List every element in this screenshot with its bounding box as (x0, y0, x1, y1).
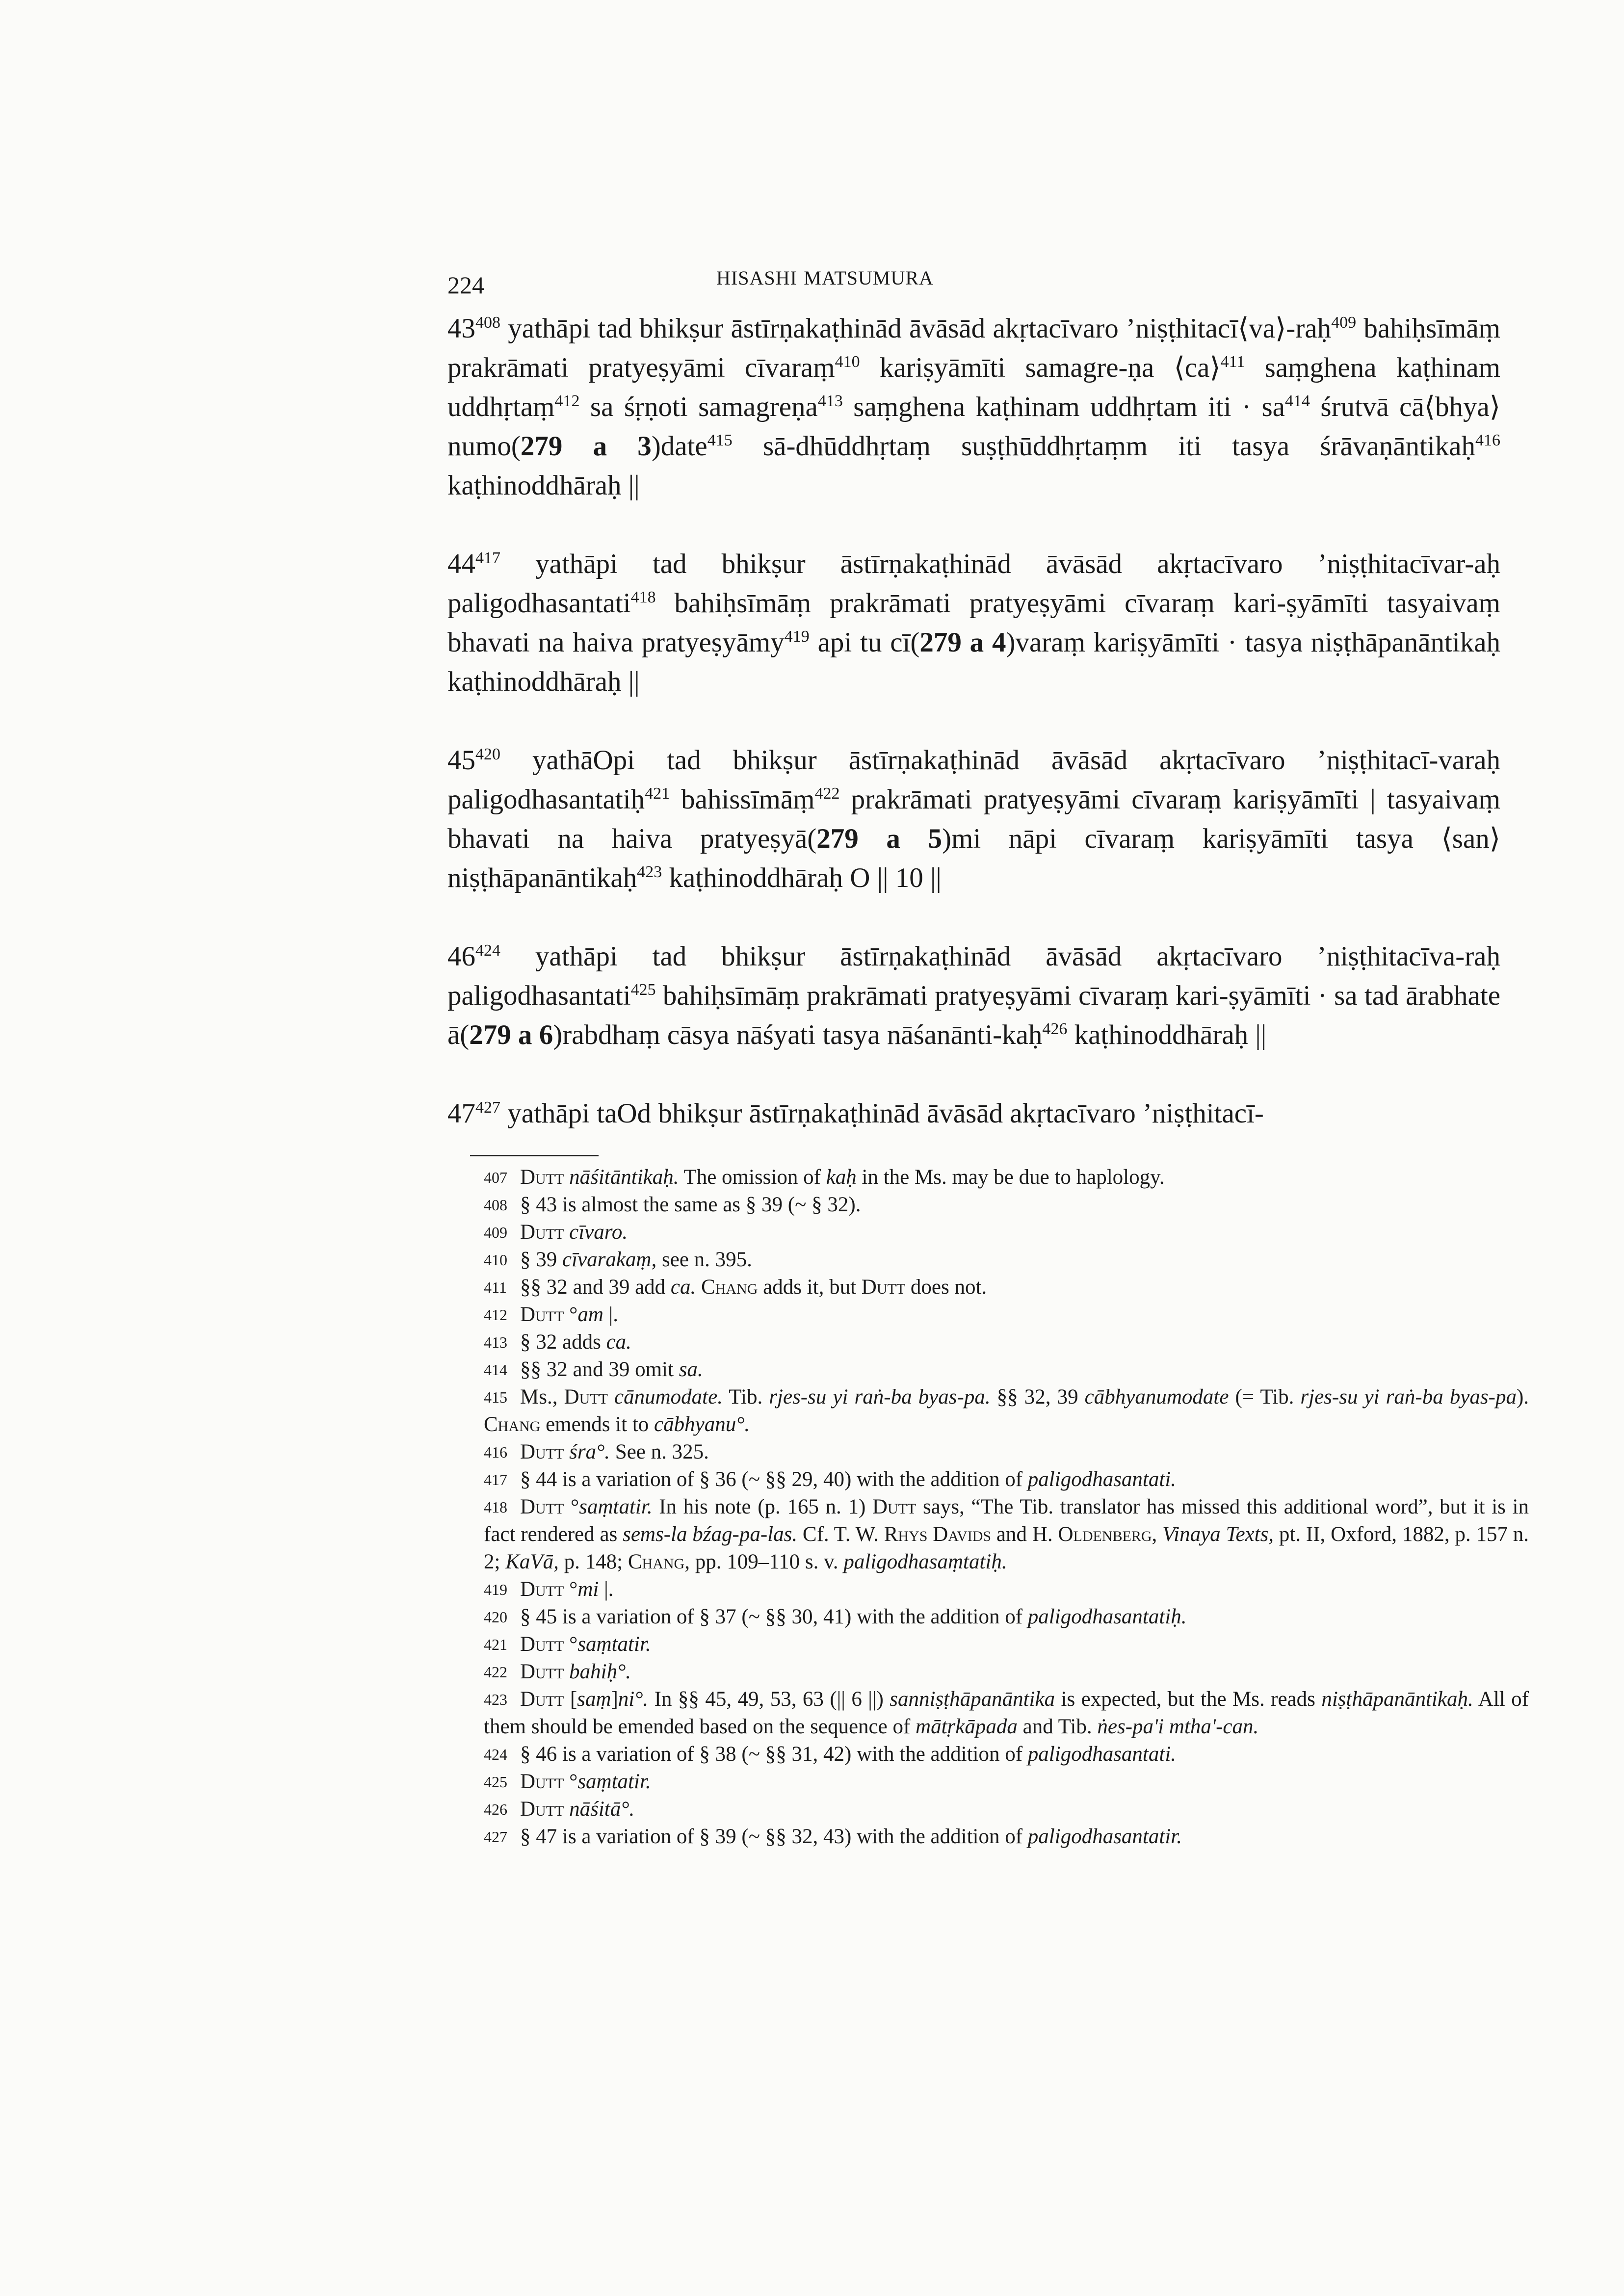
italic-run: paligodhasaṃtatiḥ. (843, 1550, 1007, 1573)
text-run: in the Ms. may be due to haplology. (856, 1166, 1165, 1189)
footnote-marker: 414 (1284, 392, 1310, 410)
footnote-number: 425 (484, 1773, 507, 1791)
text-run: sā-dhūddhṛtaṃ suṣṭhūddhṛtaṃm iti tasya śrāvaṇāntikaḥ (732, 431, 1475, 462)
text-run: § 39 (520, 1248, 562, 1271)
author-first-name: HISASHI (716, 267, 797, 289)
italic-run: am (577, 1303, 603, 1326)
text-run: )varaṃ kariṣyāmīti · tasya niṣṭhāpanāntikaḥ kaṭhinoddhāraḥ || (447, 627, 1501, 697)
footnote (484, 1768, 1529, 1796)
text-run (564, 1660, 569, 1683)
footnote-marker: 427 (475, 1098, 500, 1117)
footnote (484, 1438, 1529, 1466)
footnote (484, 1274, 1529, 1301)
running-head (716, 262, 934, 290)
footnote (484, 1356, 1529, 1383)
footnote-marker: 426 (1042, 1020, 1068, 1038)
footnote-number: 418 (484, 1498, 507, 1516)
text-run: See n. 325. (610, 1440, 709, 1463)
footnote-number: 427 (484, 1828, 507, 1846)
author-last-name: MATSUMURA (804, 267, 934, 289)
section-number: 47 (447, 1098, 475, 1129)
footnote-number: 423 (484, 1691, 507, 1708)
small-caps-run: Dutt (520, 1633, 564, 1656)
text-run: )rabdhaṃ cāsya nāśyati tasya nāśanānti-kaḥ (553, 1019, 1043, 1050)
footnote-number: 417 (484, 1471, 507, 1488)
text-run: [ (564, 1688, 577, 1711)
text-run: ° (564, 1578, 578, 1601)
text-run: (= Tib. (1229, 1385, 1301, 1409)
small-caps-run: Dutt (520, 1798, 564, 1821)
footnote (484, 1631, 1529, 1658)
small-caps-run: Chang (701, 1276, 758, 1299)
text-run: Tib. (722, 1385, 769, 1409)
text-run: Ms., (520, 1385, 564, 1409)
footnote (484, 1576, 1529, 1603)
text-run: see n. 395. (656, 1248, 752, 1271)
small-caps-run: Dutt (861, 1276, 906, 1299)
footnote-number: 407 (484, 1169, 507, 1186)
section-paragraph (447, 545, 1500, 702)
text-run: |. (599, 1578, 614, 1601)
page-number: 224 (447, 271, 484, 299)
small-caps-run: Dutt (520, 1770, 564, 1793)
footnote-number: 410 (484, 1251, 507, 1269)
italic-run: paligodhasantati. (1027, 1468, 1177, 1491)
footnote-number: 422 (484, 1663, 507, 1681)
text-run: kaṭhinoddhāraḥ O || 10 || (662, 862, 942, 893)
text-run: §§ 32 and 39 omit (520, 1358, 679, 1381)
text-run: saṃghena kaṭhinam uddhṛtam iti · sa (842, 391, 1285, 422)
text-run: § 47 is a variation of § 39 (~ §§ 32, 43) with the addition of (520, 1825, 1028, 1848)
text-run: §§ 32 and 39 add (520, 1276, 671, 1299)
footnote (484, 1796, 1529, 1823)
footnote (484, 1686, 1529, 1741)
footnote-number: 409 (484, 1224, 507, 1241)
text-run: prakrāmati pratyeṣyāmi cīvaraṃ kariṣyāmīti | tasyaivaṃ bhavati na haiva pratyeṣyā( (447, 784, 1500, 854)
footnote-marker: 425 (630, 981, 656, 999)
text-run: , (1152, 1523, 1163, 1546)
text-run: api tu cī( (809, 627, 920, 658)
footnote-number: 411 (484, 1278, 507, 1296)
text-run: kaṭhinoddhāraḥ || (447, 470, 640, 501)
text-run: In §§ 45, 49, 53, 63 (|| 6 ||) (648, 1688, 890, 1711)
footnotes (484, 1164, 1529, 1851)
text-run: |. (603, 1303, 618, 1326)
text-run: )date (651, 431, 707, 462)
text-run: In his note (p. 165 n. 1) (652, 1495, 872, 1518)
text-run: bahiḥsīmāṃ prakrāmati pratyeṣyāmi cīvaraṃ kari-ṣyāmīti tasyaivaṃ bhavati na haiva pratyeṣyāmy (447, 588, 1500, 658)
main-text (447, 309, 1500, 1173)
footnote-marker: 410 (835, 353, 860, 371)
footnote-number: 415 (484, 1388, 507, 1406)
italic-run: kaḥ (826, 1166, 857, 1189)
section-paragraph (447, 309, 1500, 505)
footnote-marker: 409 (1331, 313, 1357, 332)
text-run: and H. (991, 1523, 1058, 1546)
footnote-number: 416 (484, 1443, 507, 1461)
text-run (564, 1166, 569, 1189)
small-caps-run: Dutt (520, 1495, 564, 1518)
text-run: yathāpi taOd bhikṣur āstīrṇakaṭhinād āvāsād akṛtacīvaro ’niṣṭhitacī- (507, 1098, 1264, 1129)
italic-run: nāśitā°. (569, 1798, 635, 1821)
footnote-marker: 408 (475, 313, 500, 332)
footnote-number: 413 (484, 1333, 507, 1351)
footnote-number: 420 (484, 1608, 507, 1626)
footnote (484, 1219, 1529, 1246)
footnote-number: 426 (484, 1800, 507, 1818)
text-run: )mi nāpi cīvaraṃ kariṣyāmīti tasya ⟨san⟩niṣṭhāpanāntikaḥ (447, 823, 1500, 893)
text-run (696, 1276, 701, 1299)
italic-run: cābhyanu°. (654, 1413, 750, 1436)
small-caps-run: Dutt (520, 1221, 564, 1244)
footnote (484, 1246, 1529, 1274)
section-paragraph (447, 741, 1500, 898)
italic-run: cīvaro. (569, 1221, 628, 1244)
footnote (484, 1658, 1529, 1686)
text-run: kaṭhinoddhāraḥ || (1067, 1019, 1267, 1050)
text-run: yathāpi tad bhikṣur āstīrṇakaṭhinād āvāsād akṛtacīvaro ’niṣṭhitacī⟨va⟩-raḥ (508, 313, 1332, 344)
small-caps-run: Dutt (520, 1688, 564, 1711)
footnote (484, 1741, 1529, 1768)
italic-run: saṃtatir. (577, 1633, 651, 1656)
italic-run: ca. (670, 1276, 696, 1299)
footnote (484, 1493, 1529, 1576)
italic-run: sa. (679, 1358, 703, 1381)
italic-run: mātṛkāpada (916, 1715, 1018, 1738)
footnote-number: 424 (484, 1746, 507, 1763)
footnote-marker: 411 (1220, 353, 1245, 371)
footnote-marker: 415 (707, 431, 733, 449)
text-run: ). (1516, 1385, 1529, 1409)
footnote-number: 419 (484, 1581, 507, 1598)
small-caps-run: Oldenberg (1058, 1523, 1152, 1546)
text-run: bahiḥsīmāṃ prakrāmati pratyeṣyāmi cīvaraṃ (447, 313, 1500, 383)
italic-run: saṃtatir. (579, 1495, 653, 1518)
text-run: § 44 is a variation of § 36 (~ §§ 29, 40) with the addition of (520, 1468, 1028, 1491)
footnote-marker: 420 (475, 745, 500, 763)
text-run: bahissīmāṃ (670, 784, 815, 815)
italic-run: KaVā, (505, 1550, 559, 1573)
text-run: § 43 is almost the same as § 39 (~ § 32). (520, 1193, 861, 1216)
italic-run: rjes-su yi raṅ-ba byas-pa. (769, 1385, 991, 1409)
text-run: The omission of (679, 1166, 826, 1189)
text-run: śrutvā cā⟨bhya⟩numo( (447, 391, 1500, 462)
small-caps-run: Rhys Davids (884, 1523, 992, 1546)
text-run: yathāOpi tad bhikṣur āstīrṇakaṭhinād āvāsād akṛtacīvaro ’niṣṭhitacī-varaḥ paligodhasantatiḥ (447, 745, 1500, 815)
italic-run: nāśitāntikaḥ. (569, 1166, 679, 1189)
section-number: 45 (447, 745, 475, 776)
text-run: §§ 32, 39 (990, 1385, 1085, 1409)
italic-run: ni°. (618, 1688, 649, 1711)
small-caps-run: Dutt (520, 1660, 564, 1683)
text-run: adds it, but (758, 1276, 862, 1299)
text-run: ° (564, 1303, 578, 1326)
section-number: 46 (447, 941, 475, 972)
footnote (484, 1329, 1529, 1356)
section-paragraph (447, 937, 1500, 1055)
footnote (484, 1603, 1529, 1631)
folio-reference: 279 a 6 (469, 1019, 553, 1050)
italic-run: Vinaya Texts, (1162, 1523, 1274, 1546)
footnote-marker: 421 (645, 784, 670, 803)
text-run: yathāpi tad bhikṣur āstīrṇakaṭhinād āvāsād akṛtacīvaro ’niṣṭhitacīva-raḥ paligodhasantati (447, 941, 1500, 1011)
italic-run: saṃtatir. (577, 1770, 651, 1793)
small-caps-run: Dutt (520, 1440, 564, 1463)
text-run: pt. II, Oxford, 1882, p. 157 n. 2; (484, 1523, 1529, 1573)
footnote-marker: 423 (637, 863, 662, 881)
small-caps-run: Chang (484, 1413, 541, 1436)
italic-run: ca. (606, 1331, 631, 1354)
folio-reference: 279 a 4 (919, 627, 1006, 658)
text-run: kariṣyāmīti samagre-ṇa ⟨ca⟩ (860, 352, 1221, 383)
footnote-number: 414 (484, 1361, 507, 1379)
small-caps-run: Dutt (564, 1385, 608, 1409)
text-run: emends it to (540, 1413, 655, 1436)
small-caps-run: Dutt (872, 1495, 917, 1518)
footnote-marker: 419 (784, 627, 810, 646)
text-run: and Tib. (1017, 1715, 1098, 1738)
small-caps-run: Dutt (520, 1166, 564, 1189)
footnote (484, 1466, 1529, 1493)
italic-run: cīvarakaṃ, (562, 1248, 657, 1271)
text-run: saṃghena kaṭhinam uddhṛtaṃ (447, 352, 1500, 422)
small-caps-run: Dutt (520, 1578, 564, 1601)
footnote (484, 1383, 1529, 1438)
footnote-marker: 417 (475, 549, 500, 567)
text-run: Cf. T. W. (797, 1523, 884, 1546)
text-run (564, 1798, 569, 1821)
text-run: p. 148; (558, 1550, 628, 1573)
folio-reference: 279 a 5 (816, 823, 943, 854)
text-run: sa śṛṇoti samagreṇa (579, 391, 818, 422)
footnote-number: 408 (484, 1196, 507, 1214)
footnote (484, 1301, 1529, 1329)
italic-run: sems-la bźag-pa-las. (623, 1523, 798, 1546)
text-run: ° (564, 1495, 579, 1518)
italic-run: mi (577, 1578, 599, 1601)
footnote (484, 1823, 1529, 1851)
text-run: § 32 adds (520, 1331, 606, 1354)
italic-run: niṣṭhāpanāntikaḥ. (1321, 1688, 1473, 1711)
small-caps-run: Chang (628, 1550, 685, 1573)
text-run: , pp. 109–110 s. v. (684, 1550, 844, 1573)
text-run: bahiḥsīmāṃ prakrāmati pratyeṣyāmi cīvaraṃ kari-ṣyāmīti · sa tad ārabhate ā( (447, 980, 1500, 1050)
italic-run: paligodhasantatiḥ. (1027, 1605, 1187, 1628)
text-run: says, “The Tib. translator has missed this additional word”, but it is in fact rendered as (484, 1495, 1529, 1546)
footnote-rule (470, 1155, 599, 1156)
section-number: 44 (447, 548, 475, 579)
text-run (608, 1385, 614, 1409)
text-run (564, 1221, 569, 1244)
italic-run: paligodhasantatir. (1027, 1825, 1182, 1848)
footnote-marker: 412 (554, 392, 580, 410)
section-number: 43 (447, 313, 475, 344)
small-caps-run: Dutt (520, 1303, 564, 1326)
footnote-number: 421 (484, 1636, 507, 1653)
footnote (484, 1191, 1529, 1219)
text-run (564, 1440, 569, 1463)
text-run: ° (564, 1633, 578, 1656)
footnote-number: 412 (484, 1306, 507, 1324)
footnote-marker: 416 (1475, 431, 1500, 449)
footnote-marker: 422 (814, 784, 840, 803)
italic-run: śra°. (569, 1440, 610, 1463)
text-run: All of them should be emended based on the sequence of (484, 1688, 1529, 1738)
text-run: ] (611, 1688, 618, 1711)
footnote-marker: 424 (475, 941, 500, 960)
footnote-marker: 418 (630, 588, 656, 606)
folio-reference: 279 a 3 (520, 431, 652, 462)
footnote-marker: 413 (817, 392, 843, 410)
text-run: does not. (905, 1276, 987, 1299)
italic-run: rjes-su yi raṅ-ba byas-pa (1300, 1385, 1517, 1409)
italic-run: saṃ (577, 1688, 611, 1711)
text-run: is expected, but the Ms. reads (1055, 1688, 1322, 1711)
italic-run: sanniṣṭhāpanāntika (890, 1688, 1055, 1711)
italic-run: ṅes-pa'i mtha'-can. (1097, 1715, 1259, 1738)
section-paragraph (447, 1094, 1500, 1133)
italic-run: cānumodate. (614, 1385, 723, 1409)
italic-run: paligodhasantati. (1027, 1743, 1177, 1766)
italic-run: cābhyanumodate (1084, 1385, 1229, 1409)
text-run: ° (564, 1770, 578, 1793)
text-run: yathāpi tad bhikṣur āstīrṇakaṭhinād āvāsād akṛtacīvaro ’niṣṭhitacīvar-aḥ paligodhasantati (447, 548, 1500, 619)
text-run: § 46 is a variation of § 38 (~ §§ 31, 42) with the addition of (520, 1743, 1028, 1766)
text-run: § 45 is a variation of § 37 (~ §§ 30, 41) with the addition of (520, 1605, 1028, 1628)
footnote (484, 1164, 1529, 1191)
italic-run: bahiḥ°. (569, 1660, 631, 1683)
